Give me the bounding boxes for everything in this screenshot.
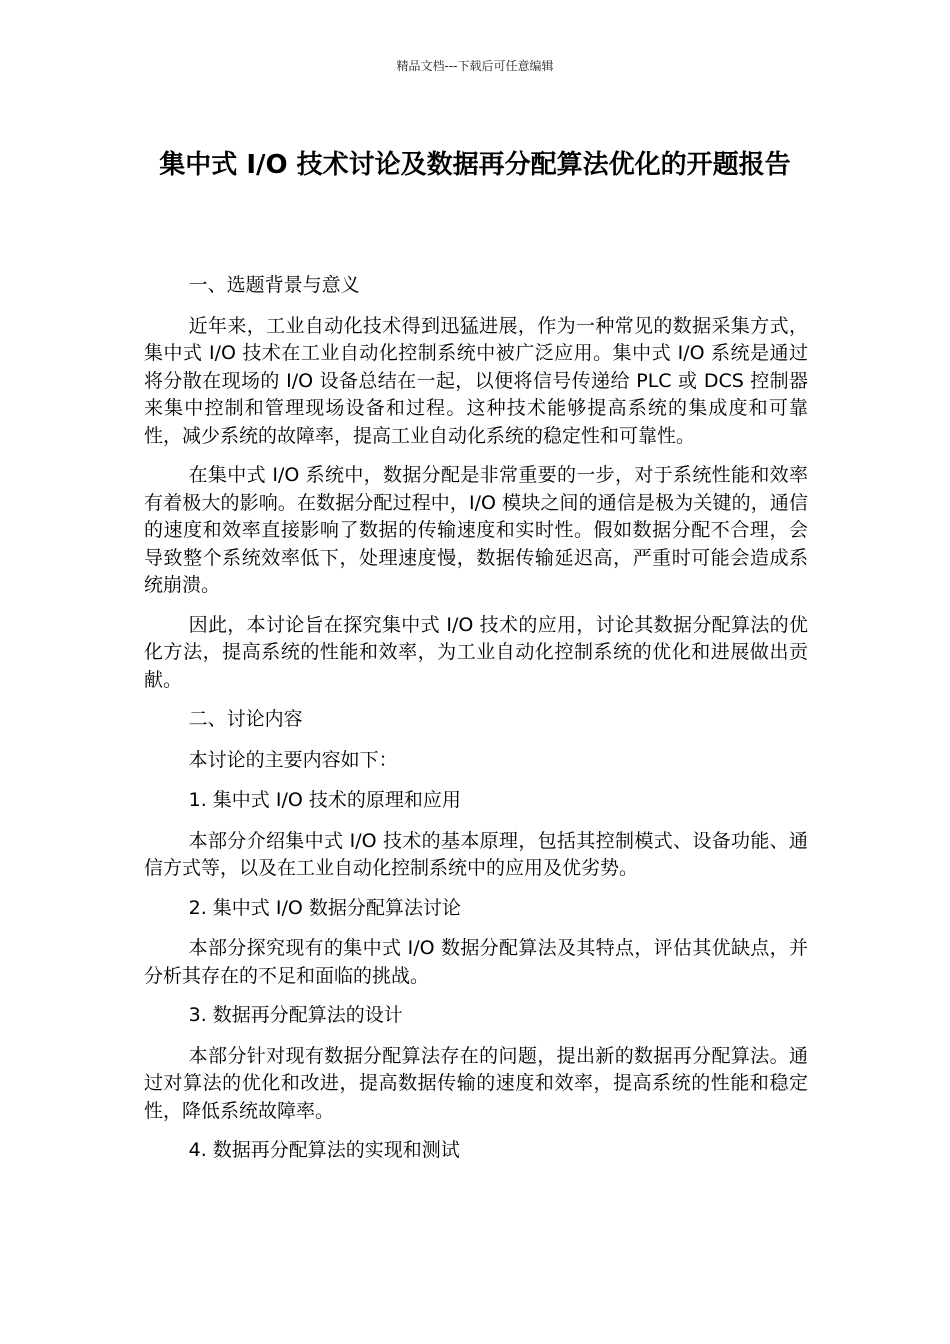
item-body-3: 本部分针对现有数据分配算法存在的问题，提出新的数据再分配算法。通过对算法的优化和改进，提高数据传输的速度和效率，提高系统的性能和稳定性，降低系统故障率。 [144,1044,808,1122]
paragraph-background-1: 近年来，工业自动化技术得到迅猛进展，作为一种常见的数据采集方式，集中式 I/O 技术在工业自动化控制系统中被广泛应用。集中式 I/O 系统是通过将分散在现场的 I/O 设备总结在一起，以便将信号传递给 PLC 或 DCS 控制器来集中控制和管理现场设备和过程。这种技术能够提高系统的集成度和可靠性，减少系统的故障率，提高工业自动化系统的稳定性和可靠性。 [144,314,808,447]
item-heading-4: 4. 数据再分配算法的实现和测试 [188,1139,460,1161]
item-body-2: 本部分探究现有的集中式 I/O 数据分配算法及其特点，评估其优缺点，并分析其存在的不足和面临的挑战。 [144,937,808,987]
page-title: 集中式 I/O 技术讨论及数据再分配算法优化的开题报告 [159,150,791,180]
item-heading-3: 3. 数据再分配算法的设计 [188,1004,403,1026]
item-heading-1: 1. 集中式 I/O 技术的原理和应用 [188,789,461,811]
document-body [144,272,808,1178]
section-heading-content: 二、讨论内容 [188,708,303,730]
paragraph-background-2: 在集中式 I/O 系统中，数据分配是非常重要的一步，对于系统性能和效率有着极大的影响。在数据分配过程中，I/O 模块之间的通信是极为关键的，通信的速度和效率直接影响了数据的传输速度和实时性。假如数据分配不合理，会导致整个系统效率低下，处理速度慢，数据传输延迟高，严重时可能会造成系统崩溃。 [144,464,808,596]
paragraph-background-3: 因此，本讨论旨在探究集中式 I/O 技术的应用，讨论其数据分配算法的优化方法，提高系统的性能和效率，为工业自动化控制系统的优化和进展做出贡献。 [144,613,808,691]
section-heading-background: 一、选题背景与意义 [188,274,360,296]
item-heading-2: 2. 集中式 I/O 数据分配算法讨论 [188,896,461,919]
header-note: 精品文档---下载后可任意编辑 [396,59,554,73]
item-body-1: 本部分介绍集中式 I/O 技术的基本原理，包括其控制模式、设备功能、通信方式等，以及在工业自动化控制系统中的应用及优劣势。 [144,829,808,879]
paragraph-content-intro: 本讨论的主要内容如下： [188,748,398,771]
